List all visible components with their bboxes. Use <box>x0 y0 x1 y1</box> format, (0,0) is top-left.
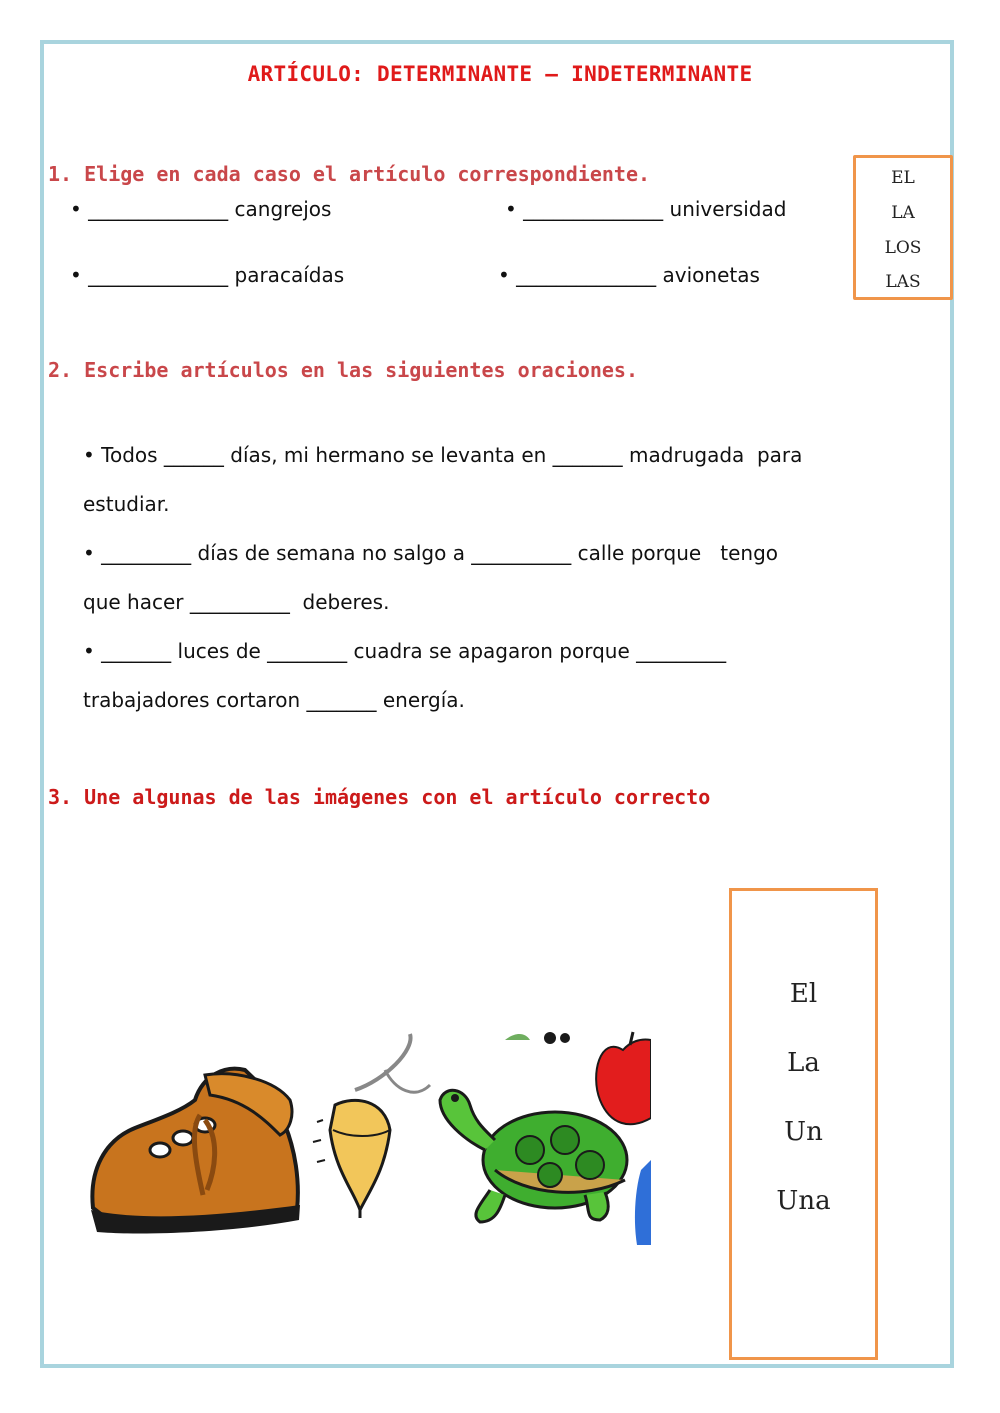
spinning-top-image[interactable] <box>313 1034 430 1218</box>
shoe-image[interactable] <box>91 1069 300 1234</box>
sentence-line[interactable]: que hacer __________ deberes. <box>83 590 390 614</box>
word-bank-item: EL <box>891 168 915 188</box>
word-bank-box <box>853 155 953 300</box>
article-option[interactable]: La <box>787 1048 820 1078</box>
exercise-1-item[interactable]: • ______________ paracaídas <box>70 263 345 287</box>
section-2-heading: 2. Escribe artículos en las siguientes oraciones. <box>48 358 639 382</box>
article-option[interactable]: Un <box>784 1117 823 1147</box>
pictures-strip <box>85 1030 651 1250</box>
worksheet-title: ARTÍCULO: DETERMINANTE – INDETERMINANTE <box>247 62 753 86</box>
article-options-box <box>729 888 878 1360</box>
section-1-heading: 1. Elige en cada caso el artículo correspondiente. <box>48 162 651 186</box>
exercise-1-item[interactable]: • ______________ avionetas <box>498 263 760 287</box>
sentence-line[interactable]: • _______ luces de ________ cuadra se apagaron porque _________ <box>83 639 727 663</box>
sentence-line: estudiar. <box>83 492 170 516</box>
exercise-1-item[interactable]: • ______________ cangrejos <box>70 197 332 221</box>
word-bank-item: LOS <box>884 238 922 258</box>
word-bank-item: LAS <box>885 272 921 292</box>
word-bank-item: LA <box>891 203 915 223</box>
section-3-heading: 3. Une algunas de las imágenes con el artículo correcto <box>48 785 711 809</box>
article-option[interactable]: Una <box>776 1186 831 1216</box>
sentence-line[interactable]: • Todos ______ días, mi hermano se levanta en _______ madrugada para <box>83 443 803 467</box>
exercise-1-item[interactable]: • ______________ universidad <box>505 197 787 221</box>
sentence-line[interactable]: • _________ días de semana no salgo a __________ calle porque tengo <box>83 541 778 565</box>
sentence-line[interactable]: trabajadores cortaron _______ energía. <box>83 688 465 712</box>
article-option[interactable]: El <box>789 979 818 1009</box>
